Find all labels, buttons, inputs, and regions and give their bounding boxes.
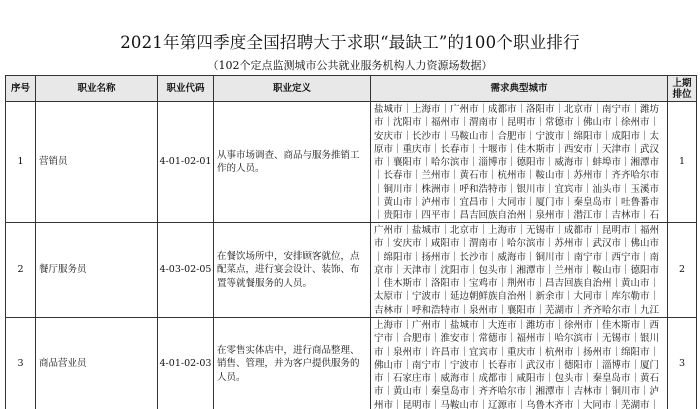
row-occupation-name: 营销员: [36, 102, 158, 223]
row-occupation-code: 4-01-02-03: [158, 318, 214, 409]
row-demand-cities-text: 广州市｜盐城市｜北京市｜上海市｜无锡市｜成都市｜昆明市｜福州市｜安庆市｜咸阳市｜渭南市｜哈尔滨市｜苏州市｜武汉市｜佛山市｜绵阳市｜扬州市｜长沙市｜威海市｜铜川市｜南宁市｜西宁市｜南京市｜天津市｜沈阳市｜包头市｜湘潭市｜兰州市｜鞍山市｜德阳市｜佳木斯市｜洛阳市｜宝鸡市｜荆州市｜昌吉回族自治州｜黄山市｜太原市｜宁波市｜延边朝鲜族自治州｜新余市｜大同市｜库尔勒市｜吉林市｜呼和浩特市｜泉州市｜襄阳市｜芜湖市｜齐齐哈尔市｜九江: [374, 225, 660, 316]
row-occupation-definition: 在餐饮场所中，安排顾客就位，点配菜点，进行宴会设计、装饰、布置等就餐服务的人员。: [214, 223, 371, 318]
page-subtitle: （102个定点监测城市公共就业服务机构人力资源场数据）: [207, 59, 493, 72]
row-seq: 1: [6, 102, 36, 223]
row-occupation-definition: 从事市场调查、商品与服务推销工作的人员。: [214, 102, 371, 223]
row-seq: 3: [6, 318, 36, 409]
header-occupation-definition: 职业定义: [214, 76, 371, 102]
row-occupation-definition: 在零售实体店中，进行商品整理、销售、管理，并为客户提供服务的人员。: [214, 318, 371, 409]
occupation-ranking-table: [5, 75, 697, 409]
row-demand-cities: [371, 102, 668, 223]
row-previous-rank: 1: [668, 102, 697, 223]
table-row: [6, 223, 697, 318]
row-occupation-code: 4-01-02-01: [158, 102, 214, 223]
row-occupation-code: 4-03-02-05: [158, 223, 214, 318]
row-occupation-name: 餐厅服务员: [36, 223, 158, 318]
table-row: [6, 102, 697, 223]
row-previous-rank: 3: [668, 318, 697, 409]
header-seq: 序号: [6, 76, 36, 102]
row-demand-cities: [371, 223, 668, 318]
row-demand-cities: [371, 318, 668, 409]
table-row: [6, 318, 697, 409]
page-title: 2021年第四季度全国招聘大于求职“最缺工”的100个职业排行: [120, 33, 580, 52]
row-previous-rank: 2: [668, 223, 697, 318]
table-header-row: [6, 76, 697, 102]
row-demand-cities-text: 盐城市｜上海市｜广州市｜成都市｜洛阳市｜北京市｜南宁市｜潍坊市｜沈阳市｜福州市｜渭南市｜昆明市｜常德市｜佛山市｜徐州市｜安庆市｜长沙市｜马鞍山市｜合肥市｜宁波市｜绵阳市｜成阳市｜太原市｜重庆市｜长春市｜十堰市｜佳木斯市｜西安市｜天津市｜武汉市｜襄阳市｜哈尔滨市｜淄博市｜德阳市｜威海市｜蚌埠市｜湘潭市｜长春市｜兰州市｜黄石市｜杭州市｜鞍山市｜苏州市｜齐齐哈尔市｜铜川市｜株洲市｜呼和浩特市｜银川市｜宜宾市｜汕头市｜玉溪市｜黄山市｜泸州市｜宜昌市｜大同市｜厦门市｜秦皇岛市｜吐鲁番市｜贵阳市｜四平市｜昌吉回族自治州｜泉州市｜潜江市｜吉林市｜石: [374, 104, 660, 221]
header-previous-rank: 上期排位: [668, 76, 697, 102]
header-demand-cities: 需求典型城市: [371, 76, 668, 102]
header-occupation-name: 职业名称: [36, 76, 158, 102]
row-seq: 2: [6, 223, 36, 318]
row-occupation-name: 商品营业员: [36, 318, 158, 409]
header-occupation-code: 职业代码: [158, 76, 214, 102]
row-demand-cities-text: 上海市｜广州市｜盐城市｜大连市｜潍坊市｜徐州市｜佳木斯市｜西宁市｜合肥市｜淮安市｜常德市｜福州市｜哈尔滨市｜无锡市｜银川市｜泉州市｜许昌市｜宜宾市｜重庆市｜杭州市｜扬州市｜绵阳市｜佛山市｜南宁市｜宁波市｜长春市｜武汉市｜德阳市｜淄博市｜厦门市｜石家庄市｜威海市｜成都市｜咸阳市｜包头市｜秦皇岛市｜黄石市｜黄山市｜秦皇岛市｜齐齐哈尔市｜湘潭市｜吉林市｜铜川市｜泸州市｜昆明市｜马鞍山市｜辽源市｜乌鲁木齐市｜大同市｜芜湖市｜: [374, 320, 660, 409]
